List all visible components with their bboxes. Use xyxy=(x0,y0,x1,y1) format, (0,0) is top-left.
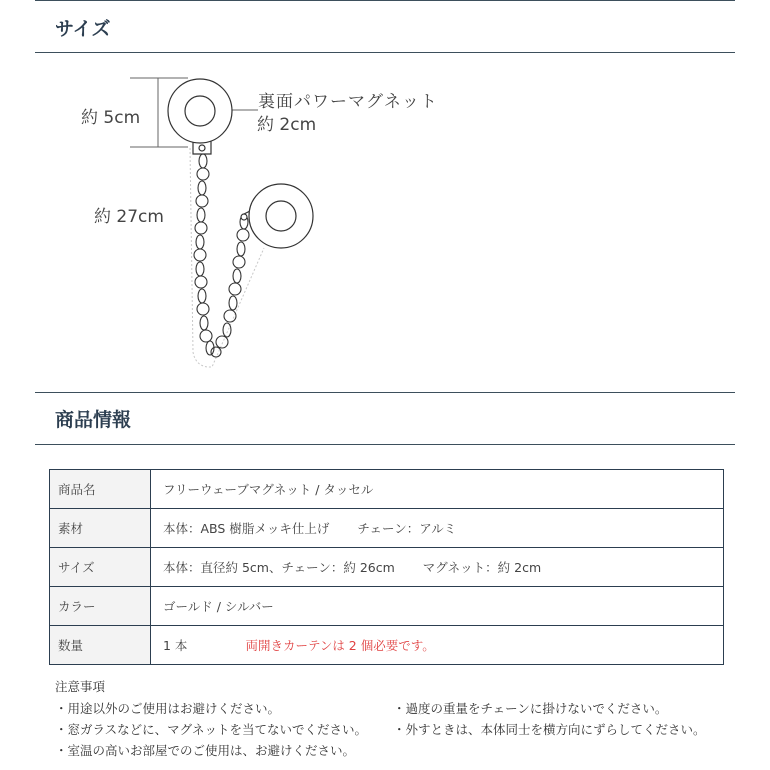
note-item: ・用途以外のご使用はお避けください。 xyxy=(55,701,281,716)
info-title-rule xyxy=(35,444,735,445)
size-magnet: マグネット：約 2cm xyxy=(422,560,542,575)
notes-block xyxy=(55,677,105,700)
info-section-title: 商品情報 xyxy=(55,409,132,431)
row-value-quantity xyxy=(151,626,724,665)
row-label-material: 素材 xyxy=(50,509,151,548)
top-magnet-disc xyxy=(168,79,232,154)
row-value-color: ゴールド / シルバー xyxy=(151,587,724,626)
chain-links xyxy=(194,154,249,357)
lower-magnet-disc xyxy=(241,184,313,248)
magnet-diameter-label: 約 5cm xyxy=(81,108,141,128)
info-top-rule xyxy=(35,392,735,393)
back-magnet-title: 裏面パワーマグネット xyxy=(258,92,438,112)
row-value-size xyxy=(151,548,724,587)
back-magnet-size: 約 2cm xyxy=(257,115,317,135)
product-info-table xyxy=(49,469,724,665)
table-row xyxy=(50,548,724,587)
quantity-value: 1 本 xyxy=(163,638,188,653)
chain-length-label: 約 27cm xyxy=(94,207,164,227)
size-body: 本体：直径約 5cm、チェーン：約 26cm xyxy=(163,560,395,575)
row-value-name: フリーウェーブマグネット / タッセル xyxy=(151,470,724,509)
row-label-size: サイズ xyxy=(50,548,151,587)
note-item: ・窓ガラスなどに、マグネットを当てないでください。 xyxy=(55,722,368,737)
size-title-rule xyxy=(35,52,735,53)
table-row xyxy=(50,509,724,548)
note-item: ・室温の高いお部屋でのご使用は、お避けください。 xyxy=(55,743,356,758)
table-row xyxy=(50,470,724,509)
size-section-title: サイズ xyxy=(55,18,111,40)
row-label-quantity: 数量 xyxy=(50,626,151,665)
row-label-name: 商品名 xyxy=(50,470,151,509)
notes-title: 注意事項 xyxy=(55,679,106,694)
table-row xyxy=(50,587,724,626)
top-rule xyxy=(35,0,735,1)
note-item: ・外すときは、本体同士を横方向にずらしてください。 xyxy=(393,722,706,737)
quantity-note: 両開きカーテンは 2 個必要です。 xyxy=(245,638,435,653)
table-row xyxy=(50,626,724,665)
note-item: ・過度の重量をチェーンに掛けないでください。 xyxy=(393,701,668,716)
row-value-material xyxy=(151,509,724,548)
material-chain: チェーン：アルミ xyxy=(357,521,457,536)
row-label-color: カラー xyxy=(50,587,151,626)
material-body: 本体：ABS 樹脂メッキ仕上げ xyxy=(163,521,330,536)
